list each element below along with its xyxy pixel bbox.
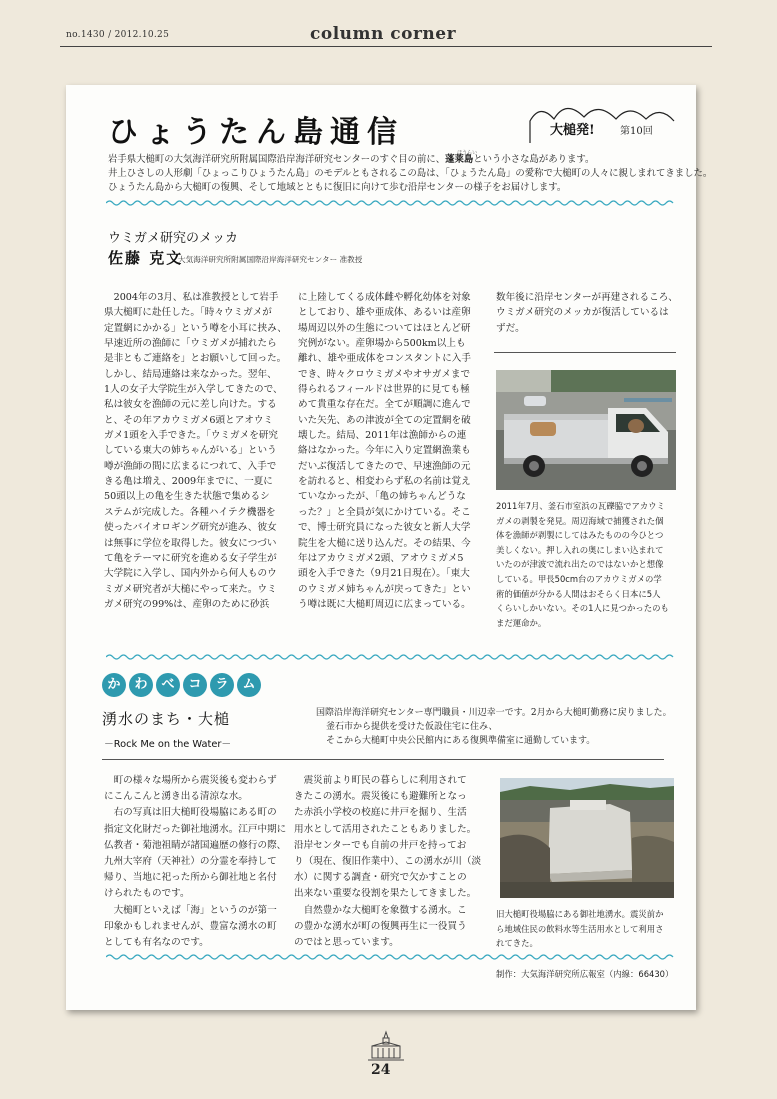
writer-line: 釜石市から提供を受けた仮設住宅に住み、 xyxy=(326,722,498,732)
label-circle: ム xyxy=(237,673,261,697)
writer-profile xyxy=(316,706,672,748)
text-line: している東大の姉ちゃんがいる」という xyxy=(104,445,277,457)
caption-line: まだ運命か。 xyxy=(496,617,547,628)
label-circle: わ xyxy=(129,673,153,697)
section-rule xyxy=(102,759,664,760)
text-line: り（現在、復旧作業中）、この湧水が川（淡 xyxy=(294,856,482,868)
text-line: 50頭以上の亀を生きた状態で集めるシ xyxy=(104,491,270,503)
caption-line: くらいしかいない。その1人に見つかったのも xyxy=(496,603,669,614)
text-line: 震災前より町民の暮らしに利用されて xyxy=(294,775,467,786)
text-line: て亀をテーマに研究を進める女子学生が xyxy=(104,552,277,564)
text-line: に上陸してくる成体雌や孵化幼体を対象 xyxy=(298,292,471,303)
text-line: た赤浜小学校の校庭に井戸を掘り、生活 xyxy=(294,807,467,819)
text-line: としており、雄や亜成体、あるいは産卵 xyxy=(298,307,471,319)
intro-line: 岩手県大槌町の大気海洋研究所附属国際沿岸海洋研究センターのすぐ目の前に、蓬莱島 ほうらい という小さな島があります。 xyxy=(108,153,668,167)
photo1-caption xyxy=(496,499,682,630)
photo2-caption xyxy=(496,907,682,951)
intro-text xyxy=(108,150,713,195)
text-line: と、その年アカウミガメ6頭とアオウミ xyxy=(104,414,274,426)
text-line: 使ったバイオロギング研究が進み、彼女 xyxy=(104,522,277,534)
text-line: 離れ、雄や亜成体をコンスタントに入手 xyxy=(298,353,471,365)
header-rule xyxy=(60,46,712,47)
text-line: ガメ研究の99%は、産卵のために砂浜 xyxy=(104,598,270,610)
caption-line: いたのが津波で流れ出たのではないかと想像 xyxy=(496,559,664,570)
kawabe-column-label xyxy=(102,673,264,697)
issue-number: no.1430 / 2012.10.25 xyxy=(66,30,170,40)
text-line: 2004年の3月、私は准教授として岩手 xyxy=(104,292,279,303)
wave-divider xyxy=(106,953,674,961)
article1-column-2 xyxy=(298,290,494,612)
caption-line: 2011年7月、釜石市室浜の瓦礫脇でアカウミ xyxy=(496,501,665,511)
text-line: 県大槌町に赴任した。「時々ウミガメが xyxy=(104,307,272,319)
spring-water-photo xyxy=(500,778,674,898)
caption-line: 旧大槌町役場脇にある御社地湧水。震災前か xyxy=(496,909,664,919)
caption-line: れてきた。 xyxy=(496,938,538,949)
caption-line: 美しくない。押し入れの奥にしまい込まれて xyxy=(496,544,664,555)
text-line: ウミガメ研究のメッカが復活しているは xyxy=(496,307,669,319)
text-line: 院生を大槌に送り込んだ。その結果、今 xyxy=(298,537,471,549)
label-circle: か xyxy=(102,673,126,697)
ruby-word: 蓬莱島 ほうらい xyxy=(445,153,473,167)
text-line: ガメ1頭を入手できた。「ウミガメを研究 xyxy=(104,430,278,442)
caption-line: ら地域住民の飲料水等生活用水として利用さ xyxy=(496,923,664,934)
column-rule xyxy=(494,352,676,353)
production-credit: 制作：大気海洋研究所広報室（内線：66430） xyxy=(496,969,674,979)
text-line: 水）に関する調査・研究で欠かすことの xyxy=(294,872,467,884)
text-line: ずだ。 xyxy=(496,322,525,334)
text-line: 絡はなかった。今年に入り定置網漁業も xyxy=(298,445,471,457)
label-circle: コ xyxy=(183,673,207,697)
article1-column-1 xyxy=(104,290,290,612)
text-line: ステムが完成した。各種ハイテク機器を xyxy=(104,506,276,518)
text-line: 噂が漁師の間に広まるにつれて、入手で xyxy=(104,460,277,472)
text-line: きる亀は増え、2009年までに、一夏に xyxy=(104,476,273,488)
text-line: けられたものです。 xyxy=(104,888,190,900)
text-line: のウミガメ姉ちゃんが戻ってきた」とい xyxy=(298,583,471,595)
badge-title: 大槌発! xyxy=(550,123,595,138)
text-line: 右の写真は旧大槌町役場脇にある町の xyxy=(104,807,277,819)
text-line: 出来ない重要な役割を果たしてきました。 xyxy=(294,888,477,900)
text-line: 指定文化財だった御社地湧水。江戸中期に xyxy=(104,823,287,835)
text-line: 自然豊かな大槌町を象徴する湧水。こ xyxy=(294,904,467,916)
intro-line: 井上ひさしの人形劇「ひょっこりひょうたん島」のモデルともされるこの島は、「ひょうたん島」の愛称で大槌町の人々に親しまれてきました。 xyxy=(108,168,713,179)
page-number: 24 xyxy=(371,1062,391,1078)
article1-heading: ウミガメ研究のメッカ xyxy=(108,231,239,246)
text-line: でき、時々クロウミガメやオサガメまで xyxy=(298,368,471,380)
author-affiliation: 大気海洋研究所附属国際沿岸海洋研究センター 准教授 xyxy=(178,255,363,264)
text-line: った？」と全員が気にかけている。そこ xyxy=(298,506,471,518)
writer-line: 国際沿岸海洋研究センター専門職員・川辺幸一です。2月から大槌町勤務に戻りました。 xyxy=(316,708,672,718)
text-line: めて貴重な存在だ。全てが順調に進んで xyxy=(298,399,471,411)
text-line: としても有名なのです。 xyxy=(104,937,209,949)
article2-column-1 xyxy=(104,773,304,951)
text-line: は無事に学位を取得した。彼女につづい xyxy=(104,537,277,549)
column-title: ひょうたん島通信 xyxy=(108,115,404,150)
text-line: のではと思っています。 xyxy=(294,937,399,949)
article-card xyxy=(66,85,713,1010)
badge-frame-icon xyxy=(526,95,678,145)
caption-line: 体を漁師が剥製にしてはみたものの今ひとつ xyxy=(496,530,664,541)
text-line: きたこの湧水。震災後にも避難所となっ xyxy=(294,791,467,803)
text-line: 印象かもしれませんが、豊富な湧水の町 xyxy=(104,920,277,932)
text-line: 九州大宰府（天神社）の分霊を奉持して xyxy=(104,856,277,868)
text-line: で、博士研究員になった彼女と新人大学 xyxy=(298,522,471,534)
caption-line: 術的価値が分かる人間はおそらく日本に5人 xyxy=(496,588,661,599)
text-line: 用水として活用されたこともありました。 xyxy=(294,823,477,835)
text-line: 仏教者・菊池祖睛が諸国遍歴の修行の際、 xyxy=(104,839,287,851)
wave-divider xyxy=(106,653,674,661)
text-line: 1人の女子大学院生が入学してきたので、 xyxy=(104,384,283,396)
text-line: 数年後に沿岸センターが再建されるころ、 xyxy=(496,292,678,303)
text-line: を訪れると、相変わらず私の名前は覚え xyxy=(298,476,471,488)
badge-volume: 第10回 xyxy=(620,126,653,137)
text-line: 大学院に入学し、国内外から何人ものウ xyxy=(104,568,277,580)
text-line: 大槌町といえば「海」というのが第一 xyxy=(104,904,277,916)
text-line: ていなかったが、「亀の姉ちゃんどうな xyxy=(298,491,466,503)
text-line: の豊かな湧水が町の復興再生に一役買う xyxy=(294,920,467,932)
label-circle: べ xyxy=(156,673,180,697)
turtle-truck-photo xyxy=(496,370,676,490)
text-line: 早速近所の漁師に「ウミガメが捕れたら xyxy=(104,338,277,350)
article2-title: 湧水のまち・大槌 xyxy=(102,710,231,728)
ruby-annotation: ほうらい xyxy=(457,150,478,156)
intro-line: ひょうたん島から大槌町の復興、そして地域とともに復旧に向けて歩む沿岸センターの様子をお届けします。 xyxy=(108,182,567,193)
text-line: ミガメ研究者が大槌にやって来た。ウミ xyxy=(104,583,277,595)
text-line: 町の様々な場所から震災後も変わらず xyxy=(104,775,277,786)
text-line: 私は彼女を漁師の元に差し向けた。する xyxy=(104,399,277,411)
text-line: 究例がない。産卵場から500km以上も xyxy=(298,338,466,350)
caption-line: している。甲長50cm台のアカウミガメの学 xyxy=(496,573,662,584)
caption-line: ガメの剥製を発見。周辺海域で捕獲された個 xyxy=(496,515,664,526)
text-line: 年はアカウミガメ2頭、アオウミガメ5 xyxy=(298,552,464,564)
article2-subtitle: －Rock Me on the Water－ xyxy=(104,739,232,750)
text-line: しかし、結局連絡は来なかった。翌年、 xyxy=(104,368,277,380)
section-title: column corner xyxy=(310,24,457,44)
text-line: 場周辺以外の生態についてはほとんど研 xyxy=(298,322,471,334)
text-line: 得られるフィールドは世界的に見ても極 xyxy=(298,384,470,396)
writer-line: そこから大槌町中央公民館内にある復興準備室に通勤しています。 xyxy=(326,736,596,746)
series-badge xyxy=(526,95,678,145)
article2-column-2 xyxy=(294,773,494,951)
text-line: う噂は既に大槌町周辺に広まっている。 xyxy=(298,598,471,610)
text-line: 沿岸センターでも自前の井戸を持ってお xyxy=(294,839,467,851)
text-line: 壊した。結局、2011年は漁師からの連 xyxy=(298,430,467,442)
author-name: 佐藤 克文 xyxy=(108,249,184,267)
label-circle: ラ xyxy=(210,673,234,697)
text-line: にこんこんと湧き出る清涼な水。 xyxy=(104,791,248,803)
text-line: いた矢先、あの津波が全ての定置網を破 xyxy=(298,414,471,426)
text-line: 是非ともご連絡を」とお願いして回った。 xyxy=(104,353,287,365)
building-icon xyxy=(366,1030,406,1062)
text-line: だいぶ復活してきたので、早速漁師の元 xyxy=(298,460,471,472)
text-line: 頭を入手できた（9月21日現在）。「東大 xyxy=(298,568,470,580)
article1-column-3 xyxy=(496,290,686,336)
text-line: 定置網にかかる」という噂を小耳に挟み、 xyxy=(104,322,287,334)
wave-divider xyxy=(106,199,674,207)
text-line: 帰り、当地に祀った所から御社地と名付 xyxy=(104,872,277,884)
